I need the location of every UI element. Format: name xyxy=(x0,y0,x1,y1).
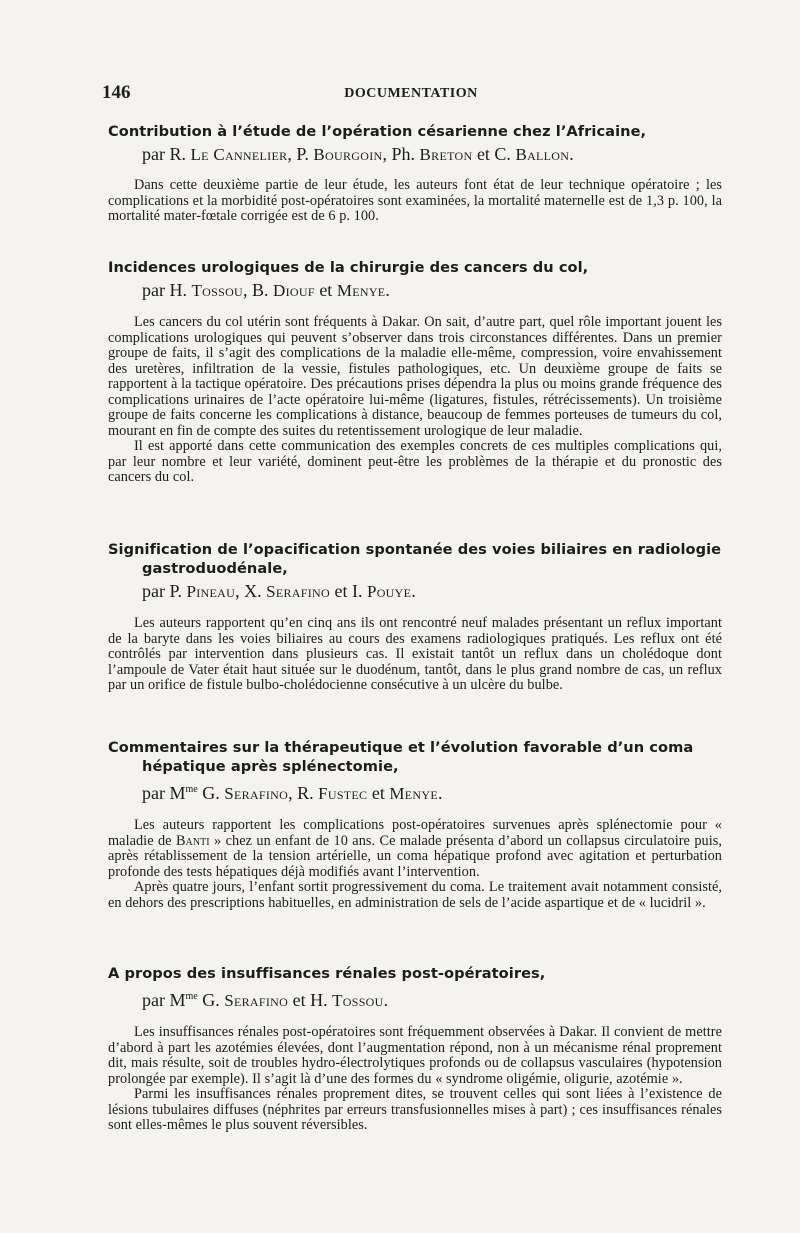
page-header xyxy=(102,82,720,108)
article-authors: par H. Tossou, B. Diouf et Menye. xyxy=(142,280,390,300)
article-coma-hepatique xyxy=(108,738,722,911)
abstract-paragraph: Après quatre jours, l’enfant sortit progressivement du coma. Le traitement avait notamment consisté, en dehors des prescriptions habituelles, en administration de sels de l’acide aspartique et de « lucidril ». xyxy=(108,879,722,911)
page-number: 146 xyxy=(102,82,131,103)
article-opacification-biliaire xyxy=(108,540,722,694)
abstract-paragraph: Dans cette deuxième partie de leur étude, les auteurs font état de leur technique opératoire ; les complications et la morbidité post-opératoires sont examinées, la mortalité maternelle est de 1,3 p. 100, la mortalité mater-fœtale corrigée est de 6 p. 100. xyxy=(108,177,722,224)
article-abstract xyxy=(108,178,722,225)
article-cesarienne xyxy=(108,122,722,225)
running-title: DOCUMENTATION xyxy=(344,86,478,101)
abstract-paragraph: Les auteurs rapportent qu’en cinq ans ils ont rencontré neuf malades présentant un reflux important de la baryte dans les voies biliaires au cours des examens radiologiques pratiqués. Les reflux ont été contrôlés par intervention dans plusieurs cas. Il existait tantôt un reflux dans un cholédoque dont l’ampoule de Vater était haut située sur le duodénum, tantôt, dans le plus grand nombre de cas, un reflux par un orifice de fistule bulbo-cholédocienne consécutive à un ulcère du bulbe. xyxy=(108,615,722,693)
article-title: A propos des insuffisances rénales post-opératoires, xyxy=(108,965,546,982)
article-title: Signification de l’opacification spontanée des voies biliaires en radiologie gastroduodénale, xyxy=(108,541,722,577)
article-abstract xyxy=(108,315,722,486)
article-authors: par P. Pineau, X. Serafino et I. Pouye. xyxy=(142,581,416,601)
article-title: Incidences urologiques de la chirurgie des cancers du col, xyxy=(108,259,589,276)
abstract-paragraph: Les auteurs rapportent les complications post-opératoires survenues après splénectomie pour « maladie de Banti » chez un enfant de 10 ans. Ce malade présenta d’abord un collapsus circulatoire puis, après rétablissement de la tension artérielle, un coma hépatique profond avec agitation et perturbation profonde des tests hépatiques déjà modifiés avant l’intervention. xyxy=(108,817,722,880)
abstract-paragraph: Il est apporté dans cette communication des exemples concrets de ces multiples complications qui, par leur nombre et leur variété, dominent peut-être les problèmes de la thérapie et du pronostic des cancers du col. xyxy=(108,438,722,485)
article-abstract xyxy=(108,818,722,911)
article-incidences-urologiques xyxy=(108,258,722,486)
abstract-paragraph: Les insuffisances rénales post-opératoires sont fréquemment observées à Dakar. Il convient de mettre d’abord à part les azotémies élevées, dont l’augmentation répond, non à un mécanisme rénal proprement dit, mais résulte, soit de troubles hydro-électrolytiques profonds ou de collapsus vasculaires (hypotension prolongée par exemple). Il s’agit là d’une des formes du « syndrome oligémie, oligurie, azotémie ». xyxy=(108,1024,722,1087)
article-title: Commentaires sur la thérapeutique et l’évolution favorable d’un coma hépatique après splénectomie, xyxy=(108,739,694,775)
article-abstract xyxy=(108,1025,722,1134)
article-insuffisances-renales xyxy=(108,964,722,1134)
article-title: Contribution à l’étude de l’opération césarienne chez l’Africaine, xyxy=(108,123,647,140)
article-abstract xyxy=(108,616,722,694)
abstract-paragraph: Les cancers du col utérin sont fréquents à Dakar. On sait, d’autre part, quel rôle important jouent les complications urologiques qui peuvent s’observer dans trois circonstances différentes. Dans un premier groupe de faits, il s’agit des complications de la maladie elle-même, compression, voire envahissement des uretères, infiltration de la vessie, fistules pathologiques, etc. Un deuxième groupe de faits se rapportent à la tactique opératoire. Des précautions prises dépendra la plus ou moins grande fréquence des complications urinaires de l’acte opératoire lui-même (ligatures, fistules, rétrécissements). Un troisième groupe de faits concerne les complications à distance, beaucoup de femmes porteuses de tumeurs du col, mourant en fin de compte des suites du retentissement urologique de leur maladie. xyxy=(108,314,722,439)
abstract-paragraph: Parmi les insuffisances rénales proprement dites, se trouvent celles qui sont liées à l’existence de lésions tubulaires diffuses (néphrites par erreurs transfusionnelles mises à part) ; ces insuffisances rénales sont elles-mêmes le plus souvent réversibles. xyxy=(108,1086,722,1133)
article-authors: par $M^{me}$ G. Serafino, R. Fustec et Menye. xyxy=(142,783,443,803)
article-authors: par R. Le Cannelier, P. Bourgoin, Ph. Breton et C. Ballon. xyxy=(142,144,574,164)
article-authors: par $M^{me}$ G. Serafino et H. Tossou. xyxy=(142,990,389,1010)
